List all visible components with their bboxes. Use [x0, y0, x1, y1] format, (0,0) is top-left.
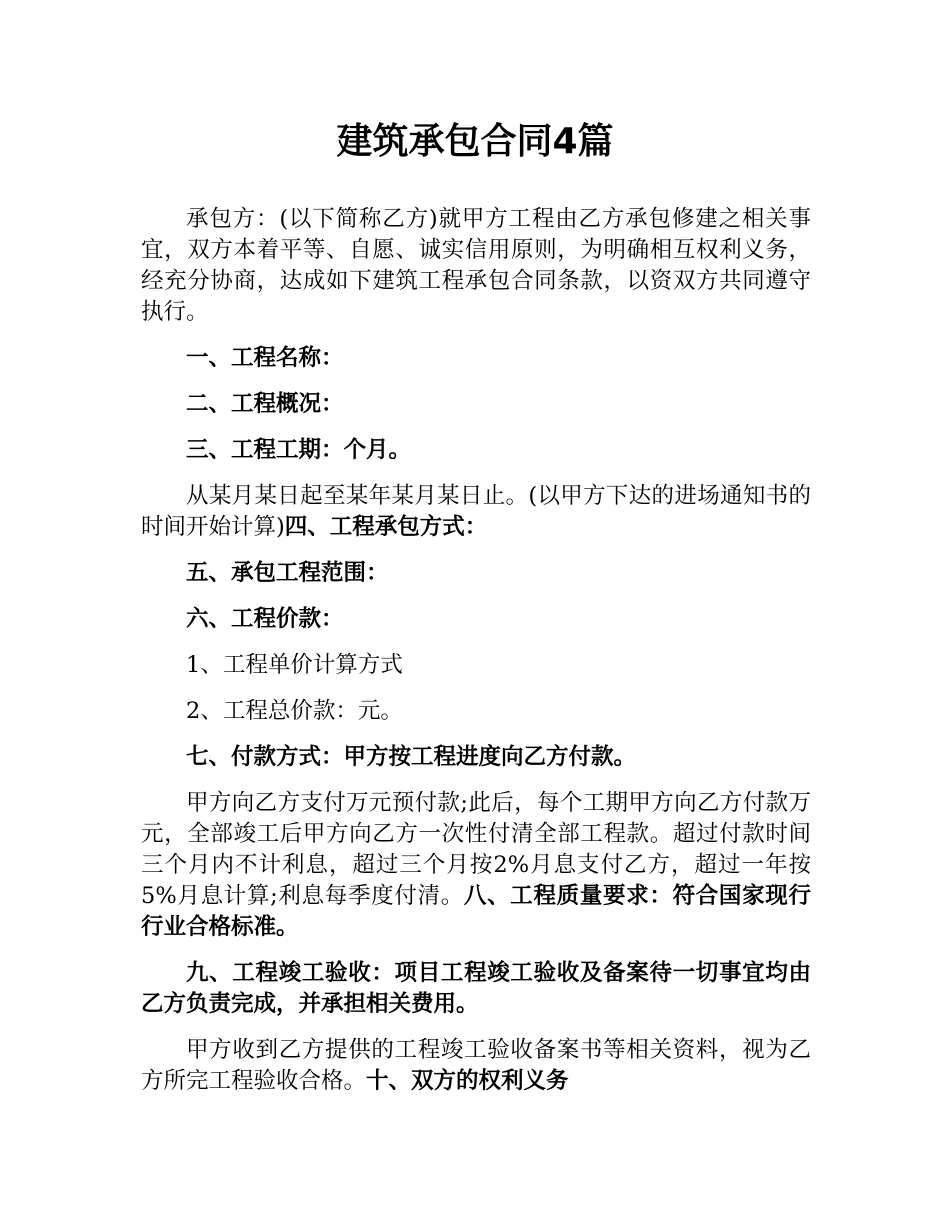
- section-heading-project-name: [141, 343, 811, 374]
- period-paragraph: [141, 481, 811, 543]
- paragraph-text: 甲方向乙方支付万元预付款;此后，每个工期甲方向乙方付款万元，全部竣工后甲方向乙方一次性付清全部工程款。超过付款时间三个月内不计利息，超过三个月按2%月息支付乙方，超过一年按5%月息计算;利息每季度付清。: [141, 790, 811, 909]
- heading-text: 五、承包工程范围：: [186, 560, 389, 586]
- heading-text: 三、工程工期：个月。: [186, 437, 412, 463]
- section-heading-rights-obligations: 十、双方的权利义务: [366, 1068, 569, 1094]
- heading-text: 二、工程概况：: [186, 391, 344, 417]
- section-heading-project-overview: [141, 389, 811, 420]
- section-heading-contract-method: 四、工程承包方式：: [284, 514, 488, 540]
- section-heading-completion-acceptance: [141, 958, 811, 1020]
- list-item-unit-price: [141, 650, 811, 681]
- paragraph-text: 2、工程总价款：元。: [186, 698, 403, 724]
- heading-text: 一、工程名称：: [186, 345, 344, 371]
- heading-text: 六、工程价款：: [186, 606, 344, 632]
- payment-paragraph: [141, 788, 811, 943]
- heading-text: 九、工程竣工验收：项目工程竣工验收及备案待一切事宜均由乙方负责完成，并承担相关费用。: [141, 960, 811, 1017]
- section-heading-contract-scope: [141, 558, 811, 589]
- paragraph-text: 1、工程单价计算方式: [186, 652, 403, 678]
- intro-paragraph: [141, 204, 811, 328]
- section-heading-project-price: [141, 604, 811, 635]
- section-heading-construction-period: [141, 435, 811, 466]
- section-heading-quality-requirements: 八、工程质量要求：符合国家现行行业合格标准。: [141, 883, 811, 940]
- document-body: [141, 204, 811, 1112]
- paragraph-text: 从某月某日起至某年某月某日止。(以甲方下达的进场通知书的时间开始计算): [141, 483, 811, 540]
- section-heading-payment-method: [141, 742, 811, 773]
- heading-text: 七、付款方式：甲方按工程进度向乙方付款。: [186, 744, 637, 770]
- document-title: 建筑承包合同4篇: [336, 121, 614, 162]
- list-item-total-price: [141, 696, 811, 727]
- paragraph-text: 甲方收到乙方提供的工程竣工验收备案书等相关资料，视为乙方所完工程验收合格。: [141, 1037, 811, 1094]
- paragraph-text: 承包方：(以下简称乙方)就甲方工程由乙方承包修建之相关事宜，双方本着平等、自愿、诚实信用原则，为明确相互权利义务，经充分协商，达成如下建筑工程承包合同条款，以资双方共同遵守执行。: [141, 206, 811, 325]
- acceptance-paragraph: [141, 1035, 811, 1097]
